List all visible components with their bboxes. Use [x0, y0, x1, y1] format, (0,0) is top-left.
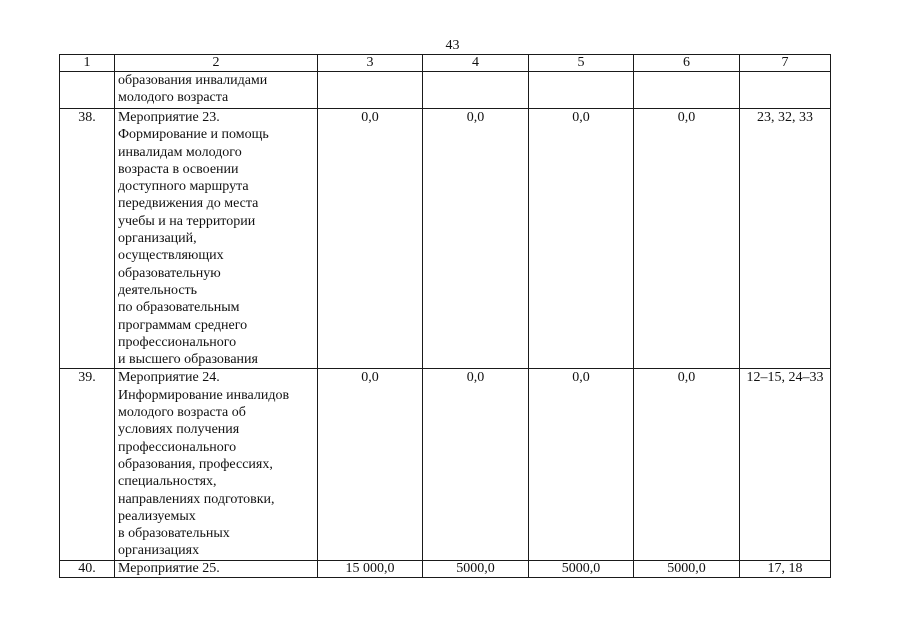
indicator-refs: 12–15, 24–33	[740, 369, 831, 560]
value-col3: 0,0	[318, 109, 423, 369]
value-col4	[423, 72, 529, 109]
table-row	[60, 560, 831, 577]
table-row	[60, 72, 831, 109]
value-col3	[318, 72, 423, 109]
value-col6	[634, 72, 740, 109]
indicator-refs: 23, 32, 33	[740, 109, 831, 369]
value-col3: 15 000,0	[318, 560, 423, 577]
value-col6: 0,0	[634, 369, 740, 560]
value-col4: 5000,0	[423, 560, 529, 577]
measure-name: образования инвалидами молодого возраста	[115, 72, 318, 109]
column-header: 7	[740, 55, 831, 72]
table-header-row	[60, 55, 831, 72]
indicator-refs: 17, 18	[740, 560, 831, 577]
row-number: 39.	[60, 369, 115, 560]
value-col3: 0,0	[318, 369, 423, 560]
column-header: 6	[634, 55, 740, 72]
row-number	[60, 72, 115, 109]
measures-table	[59, 54, 831, 578]
column-header: 2	[115, 55, 318, 72]
measure-name: Мероприятие 25.	[115, 560, 318, 577]
table-row	[60, 109, 831, 369]
measure-name: Мероприятие 24. Информирование инвалидов молодого возраста об условиях получения профессионального образования, профессиях, специальностях, направлениях подготовки, реализуемых в образовательных организациях	[115, 369, 318, 560]
column-header: 3	[318, 55, 423, 72]
row-number: 40.	[60, 560, 115, 577]
row-number: 38.	[60, 109, 115, 369]
indicator-refs	[740, 72, 831, 109]
table-row	[60, 369, 831, 560]
column-header: 1	[60, 55, 115, 72]
measure-name: Мероприятие 23. Формирование и помощь инвалидам молодого возраста в освоении доступного маршрута передвижения до места учебы и на территории организаций, осуществляющих образовательную деятельность по образовательным программам среднего профессионального и высшего образования	[115, 109, 318, 369]
value-col4: 0,0	[423, 369, 529, 560]
value-col5: 0,0	[529, 109, 634, 369]
page-number: 43	[445, 38, 460, 53]
value-col5: 5000,0	[529, 560, 634, 577]
value-col4: 0,0	[423, 109, 529, 369]
value-col6: 5000,0	[634, 560, 740, 577]
value-col5	[529, 72, 634, 109]
column-header: 4	[423, 55, 529, 72]
column-header: 5	[529, 55, 634, 72]
value-col6: 0,0	[634, 109, 740, 369]
value-col5: 0,0	[529, 369, 634, 560]
